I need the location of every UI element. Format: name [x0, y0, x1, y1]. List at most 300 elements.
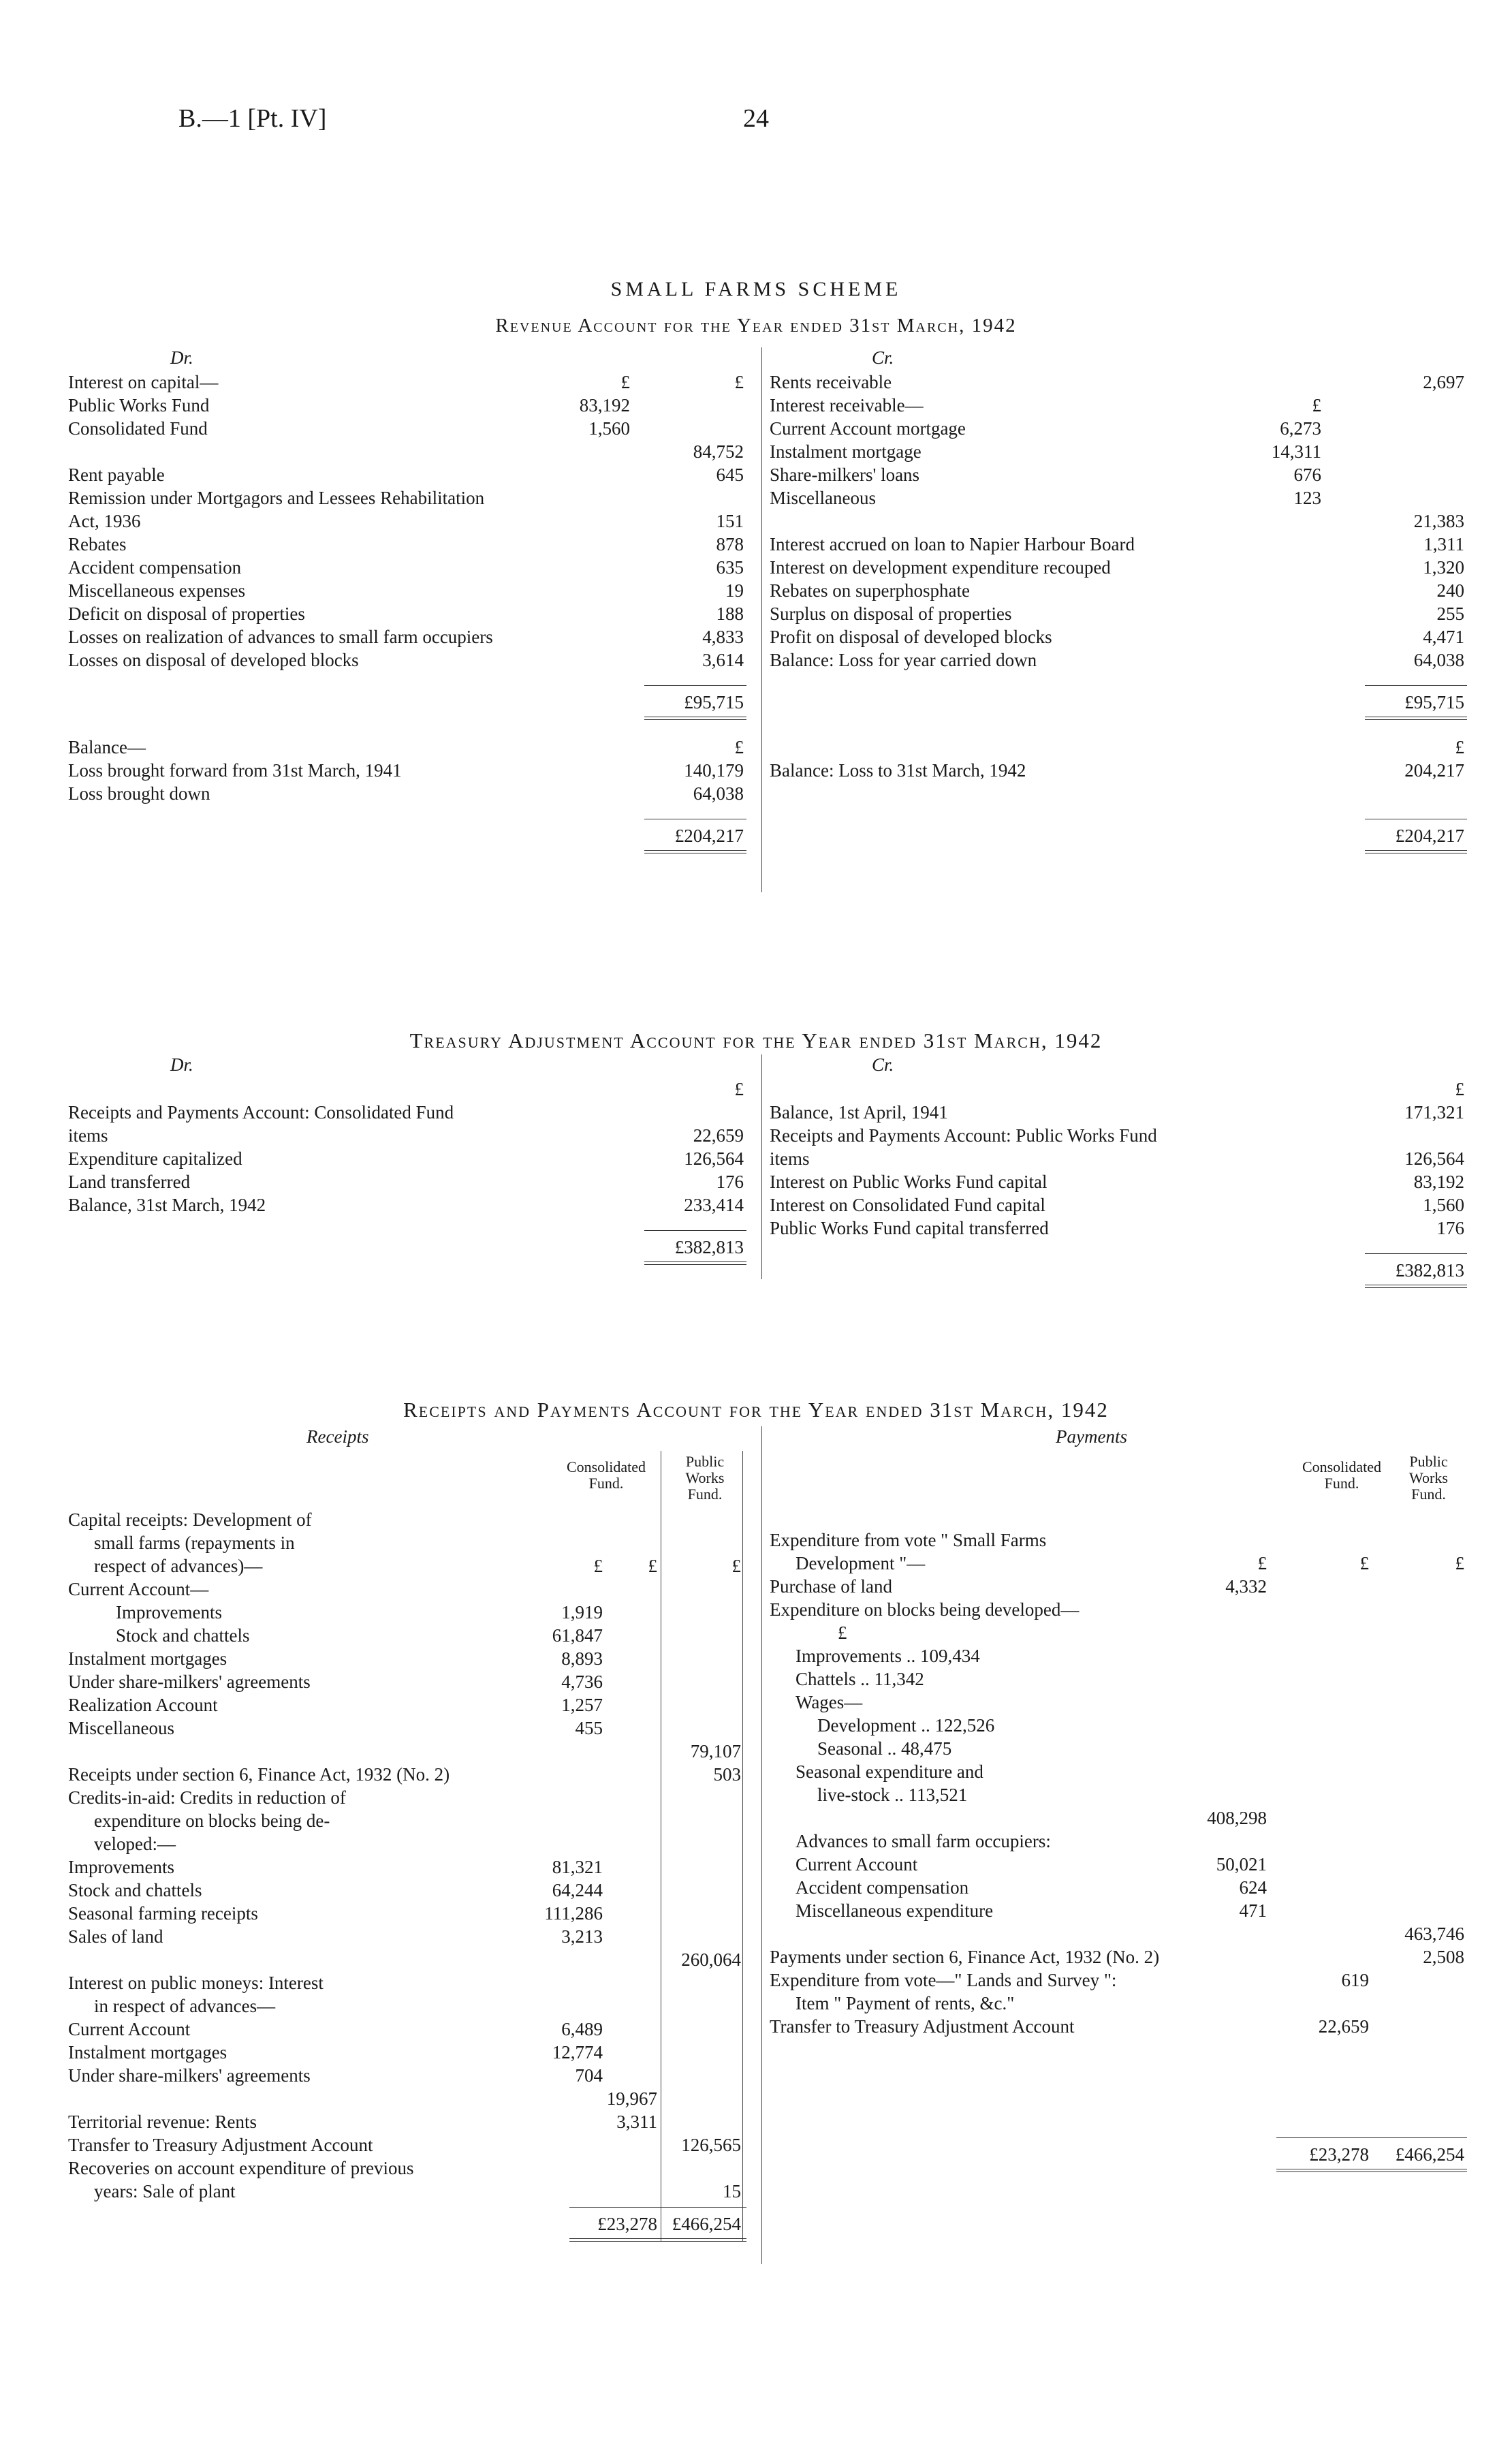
ledger-row	[770, 1078, 1464, 1101]
spacer	[770, 722, 1464, 736]
treasury-credit-side	[770, 1054, 1464, 1290]
row-label: Current Account—	[68, 1579, 209, 1599]
row-amount: 22,659	[693, 1125, 744, 1146]
row-label: Balance—	[68, 737, 146, 757]
ledger-row	[68, 736, 749, 759]
row-label: Seasonal expenditure and	[796, 1761, 983, 1782]
row-amount: 126,564	[1404, 1148, 1464, 1169]
row-amount: 1,560	[1423, 1195, 1464, 1215]
total-rule-bottom-double	[644, 1264, 746, 1265]
ledger-row	[770, 1806, 1464, 1830]
row-amount: 50,021	[1216, 1854, 1267, 1875]
spacer	[68, 1217, 749, 1226]
row-label: Miscellaneous expenditure	[796, 1900, 994, 1921]
ledger-row	[68, 486, 749, 509]
row-amount: 64,244	[552, 1880, 603, 1900]
row-label: Receipts under section 6, Finance Act, 1932 (No. 2)	[68, 1764, 450, 1785]
receipts-payments-account	[68, 1426, 1464, 2271]
treasury-credit-rows	[770, 1078, 1464, 1290]
ledger-row	[68, 1670, 749, 1693]
ledger-row	[770, 1170, 1464, 1193]
total-rule-bottom-double	[1365, 719, 1467, 720]
spacer	[68, 722, 749, 736]
totals-rule-bottom	[569, 2238, 746, 2239]
ledger-row	[770, 1667, 1464, 1691]
row-amount: 111,286	[544, 1903, 603, 1924]
ledger-row	[68, 1925, 749, 1948]
row-amount: 3,614	[702, 650, 744, 670]
ledger-row	[68, 1578, 749, 1601]
row-amount: 260,064	[681, 1949, 741, 1970]
row-label: Interest accrued on loan to Napier Harbour Board	[770, 534, 1135, 554]
row-label: Public Works Fund	[68, 395, 210, 415]
row-amount: 408,298	[1207, 1808, 1267, 1828]
row-label: expenditure on blocks being de-	[94, 1810, 330, 1831]
ledger-row	[68, 1624, 749, 1647]
ledger-row	[68, 1693, 749, 1716]
receipts-payments-title: Receipts and Payments Account for the Year ended 31st March, 1942	[403, 1398, 1109, 1422]
ledger-row	[68, 579, 749, 602]
row-label: Transfer to Treasury Adjustment Account	[770, 2016, 1075, 2037]
row-label: years: Sale of plant	[94, 2181, 236, 2201]
row-label: Expenditure from vote—" Lands and Survey ":	[770, 1970, 1117, 1990]
ledger-row	[68, 463, 749, 486]
totals-rule-bottom-double	[569, 2241, 746, 2242]
ledger-row	[68, 440, 749, 463]
ledger-row	[770, 463, 1464, 486]
row-amount: £	[1455, 1079, 1464, 1099]
ledger-row	[68, 2064, 749, 2087]
ledger-row	[68, 417, 749, 440]
row-amount: 204,217	[1404, 760, 1464, 781]
ledger-row	[770, 394, 1464, 417]
row-amount: 1,320	[1423, 557, 1464, 578]
ledger-row	[770, 1528, 1464, 1552]
treasury-adjustment-account	[68, 1054, 1464, 1286]
row-label: Losses on disposal of developed blocks	[68, 650, 359, 670]
row-amount: 4,833	[702, 627, 744, 647]
spacer	[770, 2038, 1464, 2133]
ledger-row	[770, 759, 1464, 782]
ledger-row	[68, 394, 749, 417]
row-amount: 126,564	[684, 1148, 744, 1169]
ledger-row	[770, 625, 1464, 648]
credit-heading: Cr.	[872, 347, 894, 368]
row-amount: 624	[1239, 1877, 1267, 1898]
ledger-row	[770, 1783, 1464, 1806]
scheme-title: SMALL FARMS SCHEME	[610, 278, 902, 300]
revenue-credit-side	[770, 347, 1464, 856]
row-label: Rent payable	[68, 465, 165, 485]
row-label: Accident compensation	[796, 1877, 969, 1898]
ledger-row	[770, 1969, 1464, 1992]
ledger-row	[68, 1193, 749, 1217]
row-label: Interest receivable—	[770, 395, 924, 415]
ledger-row	[770, 1714, 1464, 1737]
total-amount: £382,813	[674, 1237, 744, 1257]
ledger-row	[770, 440, 1464, 463]
treasury-debit-heading: Dr.	[170, 1054, 193, 1075]
row-amount: 64,038	[1413, 650, 1464, 670]
row-label: Miscellaneous	[770, 488, 876, 508]
row-amount: 4,332	[1225, 1576, 1267, 1597]
ledger-row	[770, 1922, 1464, 1945]
row-amount: 2,697	[1423, 372, 1464, 392]
ledger-row	[68, 2157, 749, 2180]
row-label: respect of advances)—	[94, 1556, 263, 1576]
row-amount: 676	[1293, 465, 1321, 485]
ledger-row	[68, 1147, 749, 1170]
row-label: items	[68, 1125, 108, 1146]
ledger-row	[68, 2180, 749, 2203]
ledger-row	[770, 1193, 1464, 1217]
row-label: Stock and chattels	[68, 1880, 202, 1900]
ledger-row	[68, 1124, 749, 1147]
row-label: Surplus on disposal of properties	[770, 603, 1012, 624]
row-label: Rebates	[68, 534, 127, 554]
row-label: Item " Payment of rents, &c."	[796, 1993, 1015, 2013]
row-label: in respect of advances—	[94, 1996, 276, 2016]
ledger-row	[68, 1601, 749, 1624]
row-label: Rents receivable	[770, 372, 892, 392]
row-label: Territorial revenue: Rents	[68, 2112, 257, 2132]
row-amount: 64,038	[693, 783, 744, 804]
row-label: Under share-milkers' agreements	[68, 1672, 311, 1692]
totals-rule	[1276, 2137, 1467, 2138]
total-row	[68, 815, 749, 856]
row-amount: 19,967	[606, 2088, 657, 2109]
row-amount: 83,192	[1413, 1172, 1464, 1192]
row-label: Seasonal farming receipts	[68, 1903, 258, 1924]
row-amount: 503	[713, 1764, 741, 1785]
page-header	[0, 104, 1512, 144]
row-label: Miscellaneous	[68, 1718, 174, 1738]
row-label: £	[838, 1622, 847, 1643]
row-label: Chattels .. 11,342	[796, 1669, 924, 1689]
row-label: Expenditure on blocks being developed—	[770, 1599, 1080, 1620]
row-amount: 123	[1293, 488, 1321, 508]
row-amount: 3,213	[561, 1926, 603, 1947]
ledger-row	[770, 556, 1464, 579]
row-label: Receipts and Payments Account: Public Works Fund	[770, 1125, 1157, 1146]
treasury-account-title: Treasury Adjustment Account for the Year ended 31st March, 1942	[409, 1029, 1103, 1052]
row-label: Improvements .. 109,434	[796, 1646, 980, 1666]
ledger-row	[68, 1531, 749, 1554]
row-amount: 1,257	[561, 1695, 603, 1715]
row-label: Remission under Mortgagors and Lessees Rehabilitation	[68, 488, 485, 508]
row-amount: £	[731, 1556, 741, 1576]
ledger-row	[68, 1170, 749, 1193]
ledger-row	[770, 1101, 1464, 1124]
row-label: Balance: Loss for year carried down	[770, 650, 1037, 670]
revenue-account-title: Revenue Account for the Year ended 31st March, 1942	[495, 315, 1017, 336]
spacer	[770, 782, 1464, 815]
row-amount: 151	[716, 511, 744, 531]
total-amount: £204,217	[674, 826, 744, 846]
row-amount: 171,321	[1404, 1102, 1464, 1123]
row-amount: 6,489	[561, 2019, 603, 2039]
total-rule-bottom-double	[1365, 1287, 1467, 1288]
row-amount: 619	[1341, 1970, 1369, 1990]
revenue-debit-side	[68, 347, 749, 856]
page-number: 24	[743, 104, 769, 133]
row-amount: £	[734, 737, 744, 757]
ledger-row	[770, 1124, 1464, 1147]
row-label: Interest on Public Works Fund capital	[770, 1172, 1048, 1192]
row-amount: 8,893	[561, 1648, 603, 1669]
total-rule-bottom-double	[644, 719, 746, 720]
ledger-row	[770, 1945, 1464, 1969]
ledger-row	[68, 1554, 749, 1578]
ledger-row	[68, 1101, 749, 1124]
row-amount: 255	[1436, 603, 1464, 624]
row-amount: 471	[1239, 1900, 1267, 1921]
row-amount: 4,736	[561, 1672, 603, 1692]
total-row	[68, 681, 749, 722]
row-amount: 140,179	[684, 760, 744, 781]
ledger-row	[68, 1902, 749, 1925]
row-label: Receipts and Payments Account: Consolidated Fund	[68, 1102, 454, 1123]
row-label: Transfer to Treasury Adjustment Account	[68, 2135, 373, 2155]
row-label: Balance, 1st April, 1941	[770, 1102, 948, 1123]
row-amount: 1,919	[561, 1602, 603, 1622]
row-amount: 79,107	[690, 1741, 741, 1761]
row-label: Payments under section 6, Finance Act, 1932 (No. 2)	[770, 1947, 1160, 1967]
payments-col-consolidated: Consolidated Fund.	[1302, 1458, 1382, 1492]
ledger-row	[68, 1078, 749, 1101]
ledger-row	[68, 2133, 749, 2157]
total-rule-top	[1365, 1253, 1467, 1254]
row-label: Expenditure capitalized	[68, 1148, 242, 1169]
payments-rows	[770, 1528, 1464, 2174]
ledger-row	[770, 1598, 1464, 1621]
total-row	[770, 1249, 1464, 1290]
row-amount: 188	[716, 603, 744, 624]
ledger-row	[770, 533, 1464, 556]
row-label: Land transferred	[68, 1172, 191, 1192]
row-label: Share-milkers' loans	[770, 465, 920, 485]
treasury-debit-rows	[68, 1078, 749, 1267]
payments-total-consolidated: £23,278	[1309, 2144, 1369, 2165]
debit-heading: Dr.	[170, 347, 193, 368]
ledger-row	[68, 1740, 749, 1763]
total-rule-top	[644, 1230, 746, 1231]
ledger-row	[770, 417, 1464, 440]
ledger-row	[68, 371, 749, 394]
row-label: Balance: Loss to 31st March, 1942	[770, 760, 1026, 781]
row-amount: 455	[575, 1718, 603, 1738]
ledger-row	[68, 1971, 749, 1994]
row-amount: 233,414	[684, 1195, 744, 1215]
row-label: Deficit on disposal of properties	[68, 603, 305, 624]
ledger-row	[770, 1644, 1464, 1667]
ledger-row	[68, 2018, 749, 2041]
ledger-row	[770, 1217, 1464, 1240]
row-amount: 1,311	[1423, 534, 1464, 554]
row-amount: £	[734, 372, 744, 392]
row-label: Seasonal .. 48,475	[817, 1738, 952, 1759]
receipts-total-consolidated: £23,278	[597, 2214, 657, 2234]
ledger-row	[770, 1760, 1464, 1783]
payments-total-public-works: £466,254	[1395, 2144, 1464, 2165]
row-amount: £	[1257, 1553, 1267, 1573]
row-amount: 126,565	[681, 2135, 741, 2155]
treasury-debit-side	[68, 1054, 749, 1267]
revenue-divider	[761, 347, 762, 892]
rp-divider	[761, 1426, 762, 2264]
row-label: Interest on public moneys: Interest	[68, 1973, 324, 1993]
total-rule-bottom	[1365, 850, 1467, 851]
ledger-row	[68, 556, 749, 579]
row-amount: 22,659	[1318, 2016, 1369, 2037]
receipts-col-public-works: Public Works Fund.	[685, 1453, 725, 1503]
ledger-row	[68, 1786, 749, 1809]
payments-side	[770, 1426, 1464, 2165]
row-label: Realization Account	[68, 1695, 218, 1715]
receipts-side	[68, 1426, 749, 2234]
row-amount: £	[593, 1556, 603, 1576]
ledger-row	[770, 1552, 1464, 1575]
row-amount: 878	[716, 534, 744, 554]
ledger-row	[68, 759, 749, 782]
row-label: Improvements	[116, 1602, 222, 1622]
ledger-row	[68, 509, 749, 533]
ledger-row	[770, 509, 1464, 533]
total-rule-top	[644, 685, 746, 686]
total-amount: £382,813	[1395, 1260, 1464, 1281]
row-amount: 15	[723, 2181, 741, 2201]
row-label: Current Account mortgage	[770, 418, 966, 439]
ledger-row	[770, 1876, 1464, 1899]
ledger-row	[68, 625, 749, 648]
row-amount: 81,321	[552, 1857, 603, 1877]
receipts-heading: Receipts	[306, 1426, 369, 1447]
ledger-row	[68, 602, 749, 625]
row-label: Development .. 122,526	[817, 1715, 995, 1736]
ledger-row	[68, 533, 749, 556]
row-label: Interest on development expenditure recouped	[770, 557, 1111, 578]
ledger-row	[68, 1879, 749, 1902]
total-row	[770, 681, 1464, 722]
row-amount: £	[1359, 1553, 1369, 1573]
receipts-rows	[68, 1508, 749, 2244]
row-amount: 176	[1436, 1218, 1464, 1238]
ledger-row	[68, 1508, 749, 1531]
ledger-row	[770, 2015, 1464, 2038]
row-label: Under share-milkers' agreements	[68, 2065, 311, 2086]
row-amount: 3,311	[616, 2112, 657, 2132]
total-row	[68, 1226, 749, 1267]
row-label: Sales of land	[68, 1926, 163, 1947]
row-amount: 12,774	[552, 2042, 603, 2063]
ledger-row	[770, 1621, 1464, 1644]
revenue-account	[68, 347, 1464, 906]
total-rule-bottom	[644, 1261, 746, 1262]
row-label: Instalment mortgages	[68, 1648, 227, 1669]
row-label: Current Account	[68, 2019, 191, 2039]
row-amount: 61,847	[552, 1625, 603, 1646]
row-amount: 240	[1436, 580, 1464, 601]
row-amount: 704	[575, 2065, 603, 2086]
ledger-row	[770, 486, 1464, 509]
row-label: Instalment mortgage	[770, 441, 922, 462]
ledger-row	[68, 648, 749, 672]
ledger-row	[68, 1647, 749, 1670]
total-amount: £95,715	[684, 692, 744, 712]
spacer	[770, 1240, 1464, 1249]
row-label: Accident compensation	[68, 557, 242, 578]
row-label: Stock and chattels	[116, 1625, 250, 1646]
total-row	[770, 815, 1464, 856]
row-label: Capital receipts: Development of	[68, 1509, 312, 1530]
ledger-row	[770, 1575, 1464, 1598]
row-amount: 83,192	[579, 395, 630, 415]
row-label: veloped:—	[94, 1834, 176, 1854]
row-label: Expenditure from vote " Small Farms	[770, 1530, 1047, 1550]
row-label: Loss brought down	[68, 783, 210, 804]
row-label: items	[770, 1148, 810, 1169]
row-label: Consolidated Fund	[68, 418, 208, 439]
totals-rule-bottom-double	[1276, 2171, 1467, 2172]
ledger-row	[770, 1691, 1464, 1714]
row-label: Development "—	[796, 1553, 926, 1573]
ledger-row	[770, 1853, 1464, 1876]
receipts-totals	[68, 2203, 749, 2244]
row-label: Balance, 31st March, 1942	[68, 1195, 266, 1215]
row-label: Profit on disposal of developed blocks	[770, 627, 1052, 647]
totals-rule	[569, 2207, 746, 2208]
ledger-row	[68, 1809, 749, 1832]
ledger-row	[770, 1737, 1464, 1760]
receipts-col-consolidated: Consolidated Fund.	[566, 1458, 646, 1492]
row-amount: £	[1455, 737, 1464, 757]
payments-heading: Payments	[1056, 1426, 1127, 1447]
row-amount: £	[648, 1556, 657, 1576]
row-amount: 21,383	[1413, 511, 1464, 531]
ledger-row	[68, 1994, 749, 2018]
ledger-row	[770, 602, 1464, 625]
total-amount: £204,217	[1395, 826, 1464, 846]
row-amount: 84,752	[693, 441, 744, 462]
spacer	[770, 672, 1464, 681]
total-amount: £95,715	[1404, 692, 1464, 712]
report-reference: B.—1 [Pt. IV]	[178, 104, 327, 133]
ledger-row	[770, 1992, 1464, 2015]
spacer	[68, 805, 749, 815]
ledger-row	[68, 782, 749, 805]
row-label: Credits-in-aid: Credits in reduction of	[68, 1787, 346, 1808]
row-amount: 19	[725, 580, 744, 601]
row-label: Miscellaneous expenses	[68, 580, 246, 601]
payments-col-public-works: Public Works Fund.	[1409, 1453, 1448, 1503]
row-amount: 463,746	[1404, 1924, 1464, 1944]
row-amount: £	[734, 1079, 744, 1099]
ledger-row	[770, 1147, 1464, 1170]
row-label: Recoveries on account expenditure of previous	[68, 2158, 414, 2178]
ledger-row	[770, 579, 1464, 602]
total-rule-bottom	[644, 850, 746, 851]
revenue-credit-rows	[770, 371, 1464, 856]
ledger-row	[770, 1899, 1464, 1922]
ledger-row	[68, 1716, 749, 1740]
ledger-row	[68, 1763, 749, 1786]
row-amount: 635	[716, 557, 744, 578]
row-label: live-stock .. 113,521	[817, 1785, 968, 1805]
row-amount: £	[1455, 1553, 1464, 1573]
receipts-total-public-works: £466,254	[672, 2214, 741, 2234]
ledger-row	[68, 2110, 749, 2133]
row-amount: 14,311	[1271, 441, 1321, 462]
